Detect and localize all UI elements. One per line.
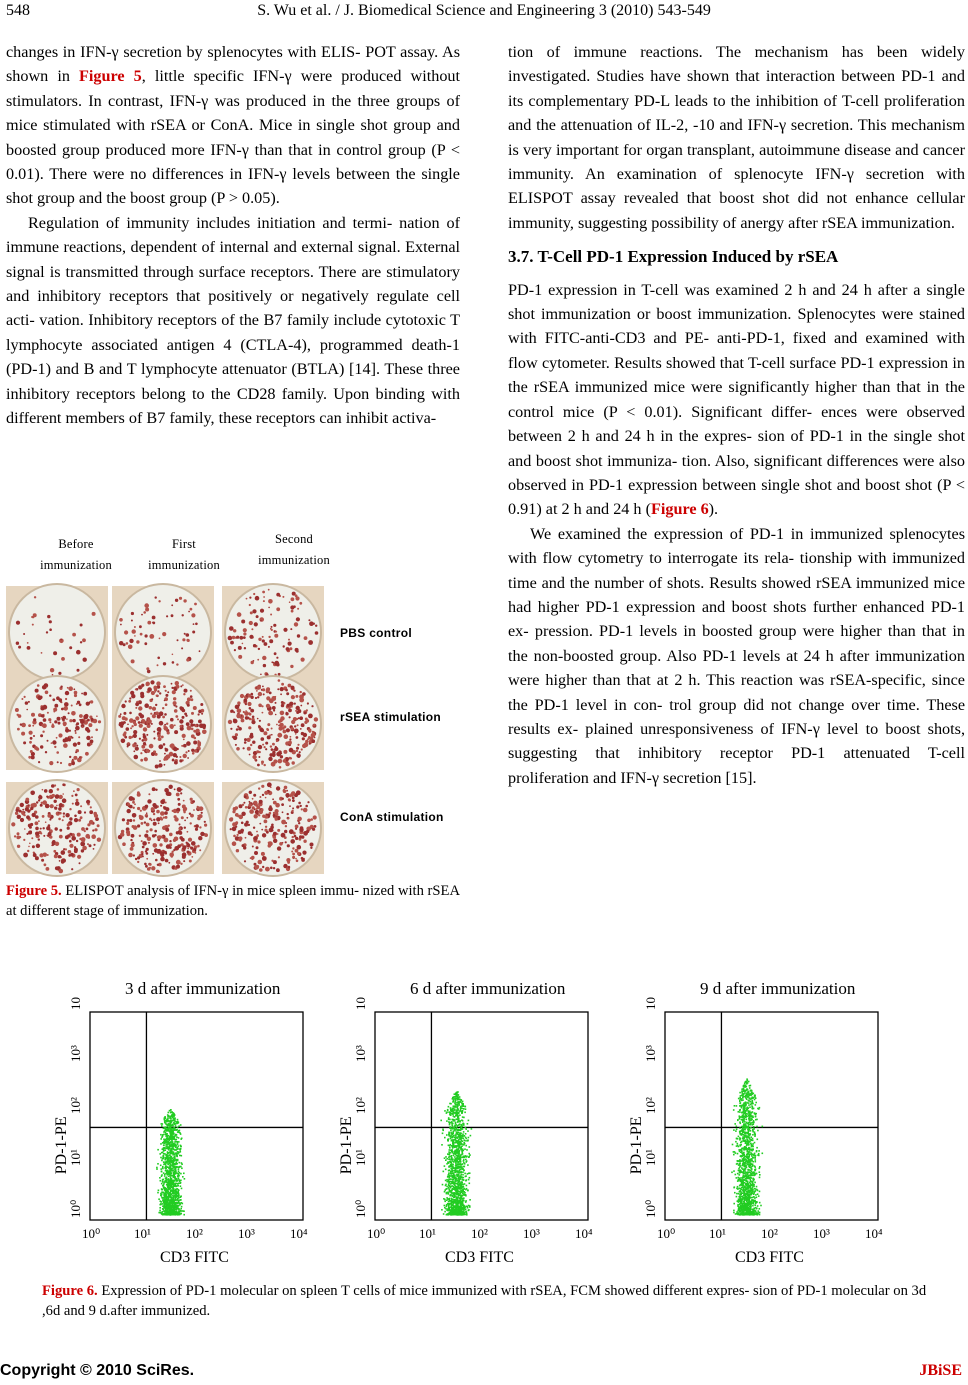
stage-label-line: First [172, 537, 196, 551]
y-tick-label: 10¹ [353, 1149, 368, 1166]
y-tick-label: 10⁰ [353, 1199, 368, 1218]
x-tick-label: 10³ [238, 1226, 255, 1241]
y-tick-label: 10 [353, 997, 368, 1010]
panel-title: 6 d after immunization [410, 979, 566, 998]
page-header [0, 0, 968, 26]
y-tick-label: 10³ [68, 1045, 83, 1062]
y-tick-label: 10² [643, 1097, 658, 1114]
y-tick-label: 10² [353, 1097, 368, 1114]
y-tick-label: 10 [643, 997, 658, 1010]
caption-text: Expression of PD-1 molecular on spleen T cells of mice immunized with rSEA, FCM showed different expres- sion of PD-1 molecular on 3d ,6d and 9 d.after immunized. [42, 1283, 927, 1319]
elispot-well [112, 586, 214, 678]
y-tick-label: 10³ [353, 1045, 368, 1062]
flow-plot-panel [90, 1012, 303, 1220]
stage-label-line: immunization [148, 558, 220, 572]
elispot-well [6, 586, 108, 678]
text-run: , little specific IFN-γ were produced without stimulators. In contrast, IFN-γ was produced in the three groups of mice stimulated with rSEA or ConA. Mice in single shot group and boosted group produced more IFN-γ than that in control group (P < 0.01). There were no differences in IFN-γ levels between the single shot group and the boost group (P > 0.05). [6, 67, 460, 208]
flow-plot-panel [375, 1012, 588, 1220]
paragraph: We examined the expression of PD-1 in immunized splenocytes with flow cytometry to interrogate its rela- tionship with immunized time and the number of shots. Results showed rSEA immunized mice had higher PD-1 expression and boost shots further enhanced PD-1 ex- pression. PD-1 levels in boosted group were higher than that in the non-boosted group. Also PD-1 levels at 24 h after immunization were higher than that at 2 h. This reaction was rSEA-specific, since the PD-1 level in con- trol group did not change over time. These results ex- plained unresponsiveness of IFN-γ level to boost shots, suggesting that inhibitory receptor PD-1 attenuated T-cell proliferation and IFN-γ secretion [15]. [508, 524, 965, 787]
y-tick-label: 10¹ [643, 1149, 658, 1166]
elispot-well [6, 782, 108, 874]
flow-plot-panel [665, 1012, 878, 1220]
paragraph: tion of immune reactions. The mechanism has been widely investigated. Studies have shown that interaction between PD-1 and its complementary PD-L leads to the inhibition of T-cell proliferation and the attenuation of IL-2, -10 and IFN-γ secretion. This mechanism is very important for organ transplant, autoimmune disease and cancer immunity. An examination of splenocyte IFN-γ secretion with ELISPOT assay revealed that boost shot did not enhance cellular immunity, suggesting possibility of anergy after rSEA immunization. [508, 43, 965, 232]
x-tick-label: 10⁰ [82, 1226, 101, 1241]
figure-6 [53, 966, 904, 1268]
x-axis-label: CD3 FITC [445, 1249, 514, 1266]
stage-label-line: Before [58, 537, 94, 551]
figure-5-link[interactable]: Figure 5 [79, 67, 142, 86]
elispot-well [222, 678, 324, 770]
paragraph [6, 40, 460, 211]
section-heading: 3.7. T-Cell PD-1 Expression Induced by rSEA [508, 247, 839, 267]
journal-abbrev: JBiSE [919, 1362, 962, 1379]
plot-frame [375, 1012, 588, 1220]
page-footer [0, 1362, 968, 1382]
figure-6-caption [42, 1281, 942, 1321]
elispot-well [222, 586, 324, 678]
figure-5-caption [6, 881, 460, 921]
running-head: S. Wu et al. / J. Biomedical Science and Engineering 3 (2010) 543-549 [257, 2, 711, 19]
x-tick-label: 10³ [523, 1226, 540, 1241]
x-tick-label: 10⁴ [290, 1226, 308, 1241]
caption-lead: Figure 6. [42, 1283, 98, 1299]
x-tick-label: 10⁴ [865, 1226, 883, 1241]
elispot-well [112, 782, 214, 874]
x-tick-label: 10⁰ [657, 1226, 676, 1241]
row-label-pbs: PBS control [340, 626, 412, 640]
flow-cytometry-plots [53, 966, 904, 1268]
y-tick-label: 10⁰ [68, 1199, 83, 1218]
stage-label-line: Second [275, 532, 313, 546]
x-tick-label: 10² [186, 1226, 203, 1241]
plot-frame [665, 1012, 878, 1220]
plot-frame [90, 1012, 303, 1220]
caption-lead: Figure 5. [6, 883, 62, 899]
x-tick-label: 10⁴ [575, 1226, 593, 1241]
stage-label-second [244, 529, 344, 571]
y-tick-label: 10³ [643, 1045, 658, 1062]
page-number: 548 [6, 2, 30, 19]
panel-title: 9 d after immunization [700, 979, 856, 998]
x-tick-label: 10¹ [709, 1226, 726, 1241]
text-run: changes in IFN-γ secretion by splenocytes with ELIS- POT assay. As shown in [6, 43, 460, 86]
elispot-well [222, 782, 324, 874]
right-column [508, 40, 965, 790]
x-tick-label: 10² [471, 1226, 488, 1241]
y-axis-label: PD-1-PE [338, 1116, 355, 1175]
elispot-well [6, 678, 108, 770]
x-tick-label: 10⁰ [367, 1226, 386, 1241]
y-axis-label: PD-1-PE [628, 1116, 645, 1175]
row-label-rsea: rSEA stimulation [340, 710, 442, 724]
y-tick-label: 10 [68, 997, 83, 1010]
stage-label-before [26, 534, 126, 576]
elispot-well [112, 678, 214, 770]
stage-label-line: immunization [40, 558, 112, 572]
paragraph: Regulation of immunity includes initiation and termi- nation of immune reactions, dependent of internal and external signal. External signal is transmitted through surface receptors. There are stimulatory and inhibitory receptors that positively or negatively regulate cell acti- vation. Inhibitory receptors of the B7 family include cytotoxic T lymphocyte associated antigen 4 (CTLA-4), programmed death-1 (PD-1) and B and T lymphocyte attenuator (BTLA) [14]. These three inhibitory receptors belong to the CD28 family. Upon binding with different members of B7 family, these receptors can inhibit activa- [6, 213, 460, 428]
x-tick-label: 10² [761, 1226, 778, 1241]
text-run: ). [708, 500, 719, 519]
x-tick-label: 10¹ [419, 1226, 436, 1241]
x-axis-label: CD3 FITC [160, 1249, 229, 1266]
x-axis-label: CD3 FITC [735, 1249, 804, 1266]
x-tick-label: 10³ [813, 1226, 830, 1241]
y-tick-label: 10¹ [68, 1149, 83, 1166]
text-run: PD-1 expression in T-cell was examined 2 h and 24 h after a single shot immunization or boost immunization. Splenocytes were stained with FITC-anti-CD3 and PE- anti-PD-1, fixed and examined with flow cytometer. Results showed that T-cell surface PD-1 expression in the rSEA immunized mice were significantly higher than that in the control mice (P < 0.01). Significant differ- ences were observed between 2 h and 24 h in the expres- sion of PD-1 in the single shot and boost shot immuniza- tion. Also, significant differences were also observed in PD-1 expression between single shot and boost shot (P < 0.91) at 2 h and 24 h ( [508, 280, 965, 519]
copyright-notice: Copyright © 2010 SciRes. [0, 1362, 195, 1379]
stage-label-first [134, 534, 234, 576]
x-tick-label: 10¹ [134, 1226, 151, 1241]
stage-label-line: immunization [258, 553, 330, 567]
row-label-cona: ConA stimulation [340, 810, 444, 824]
figure-5 [6, 530, 466, 880]
panel-title: 3 d after immunization [125, 979, 281, 998]
figure-6-link[interactable]: Figure 6 [650, 500, 709, 519]
y-tick-label: 10⁰ [643, 1199, 658, 1218]
caption-text: ELISPOT analysis of IFN-γ in mice spleen immu- nized with rSEA at different stage of immunization. [6, 883, 460, 919]
y-axis-label: PD-1-PE [53, 1116, 70, 1175]
paragraph [508, 278, 965, 522]
left-column [6, 40, 460, 431]
y-tick-label: 10² [68, 1097, 83, 1114]
